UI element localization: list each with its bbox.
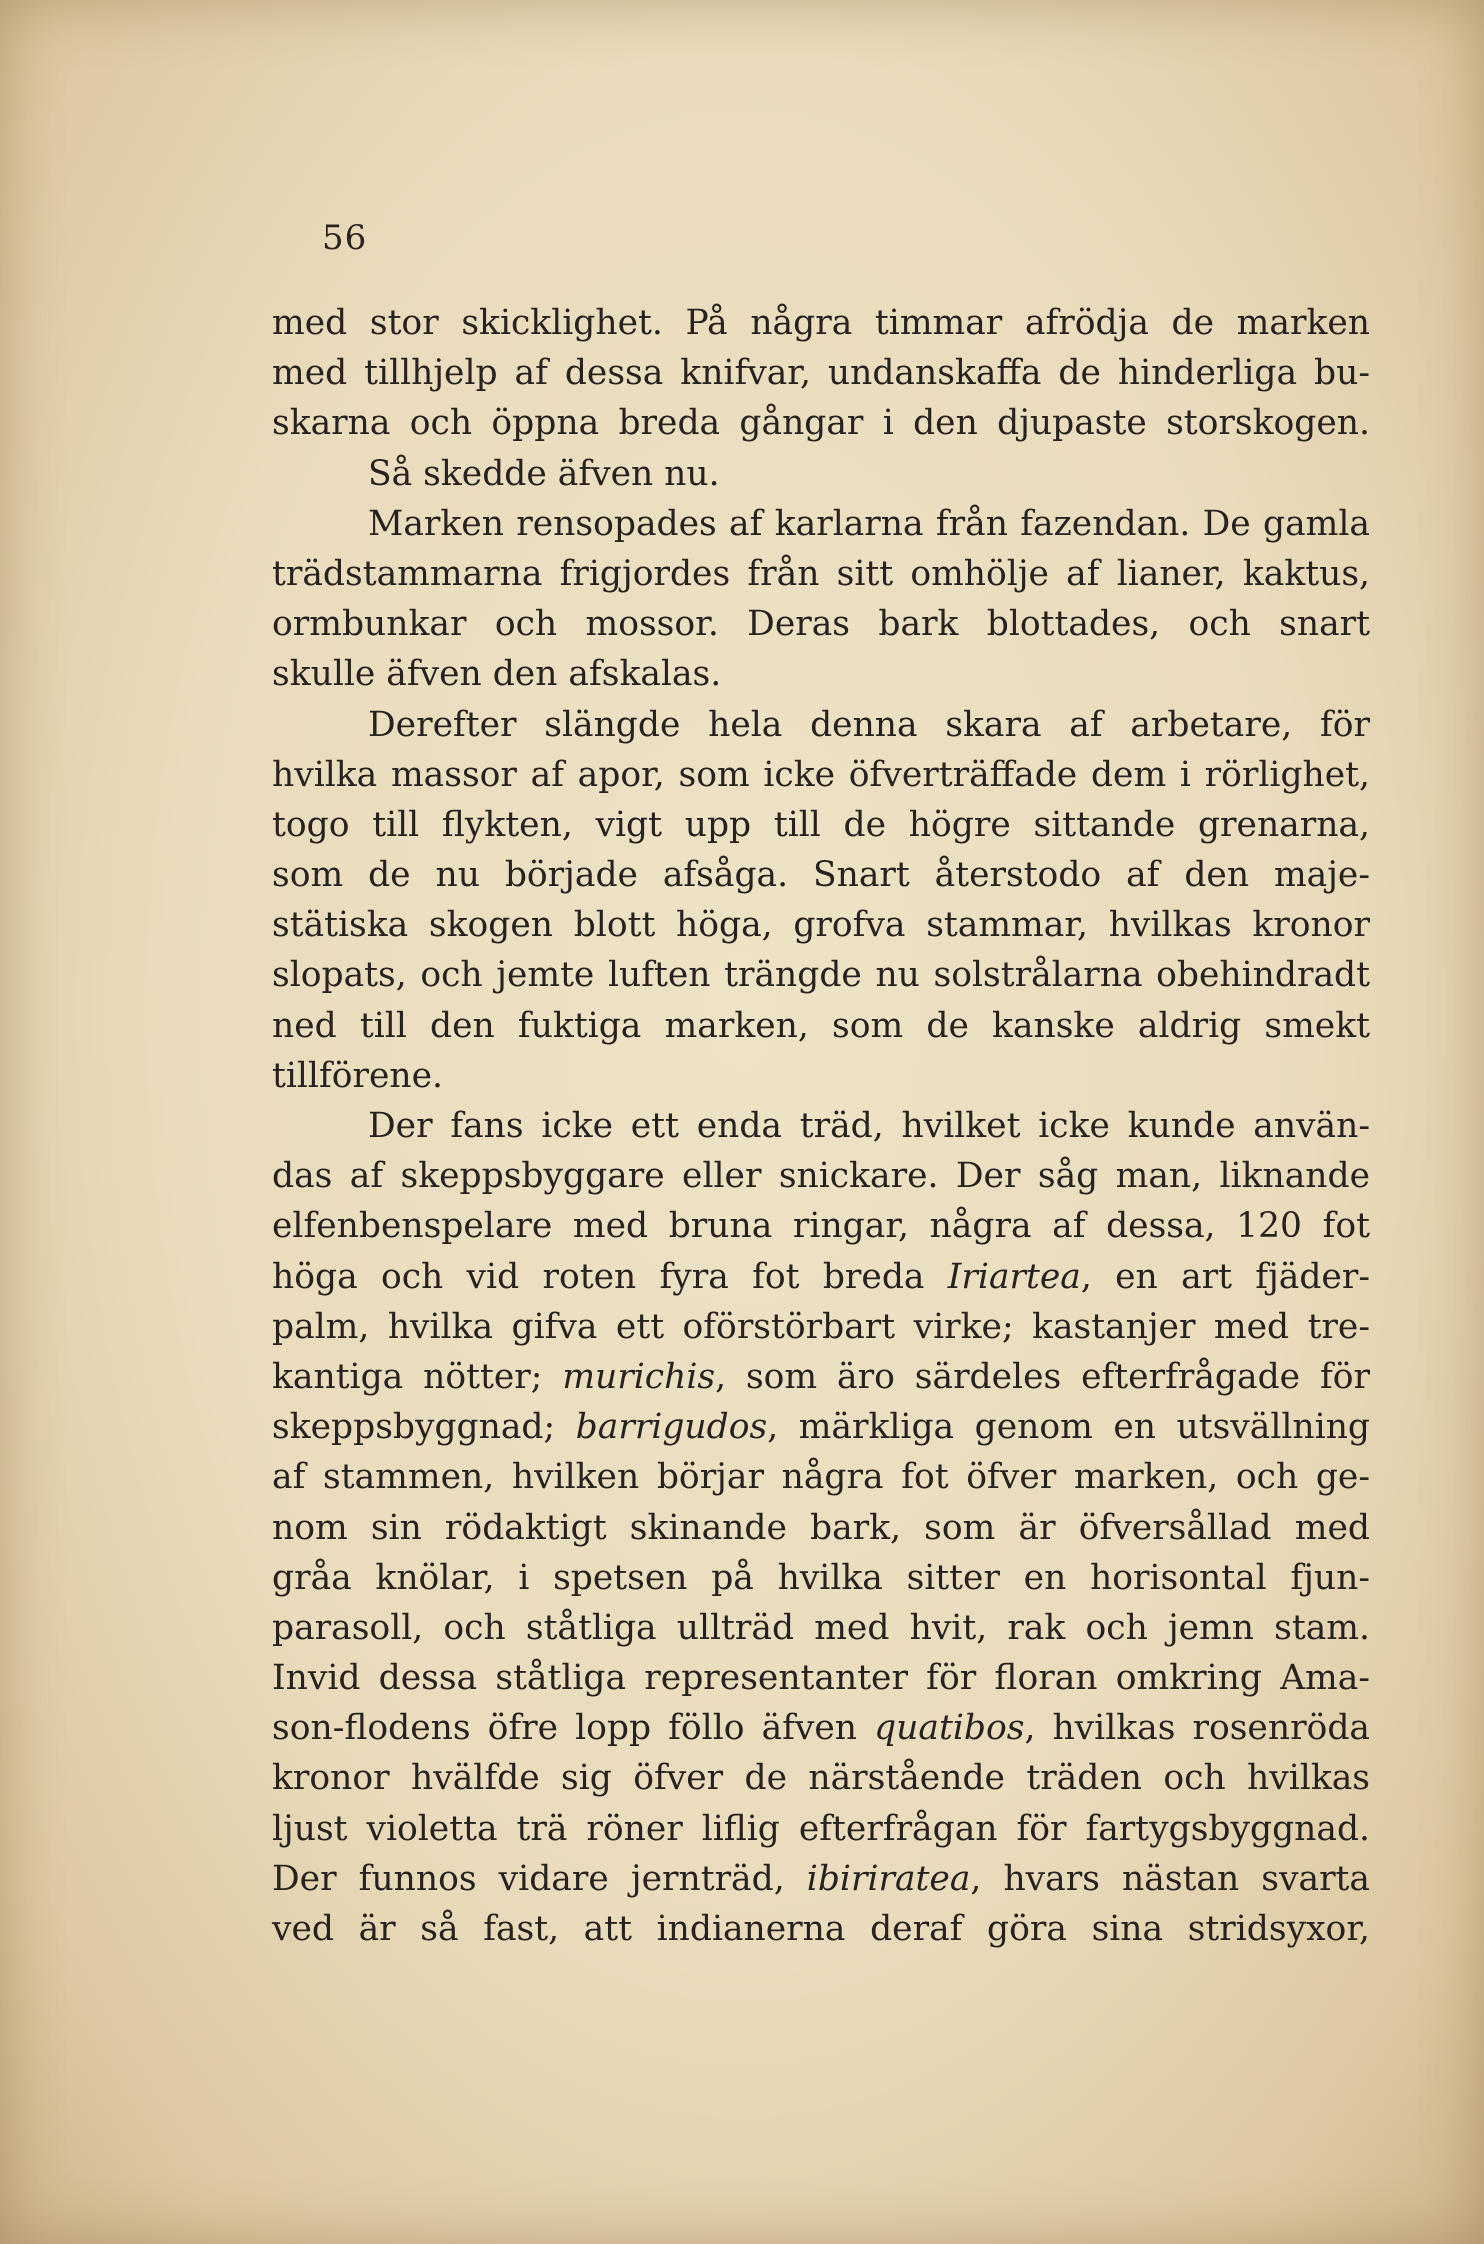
text-line [272,1252,1370,1302]
text-segment: , en art fjäder- [1080,1256,1370,1297]
text-line: kronor hvälfde sig öfver de närstående träden och hvilkas [272,1758,1370,1799]
text-line: skarna och öppna breda gångar i den djupaste storskogen. [272,403,1370,444]
text-line: elfenbenspelare med bruna ringar, några af dessa, 120 fot [272,1206,1370,1247]
text-line: tillförene. [272,1055,444,1096]
text-line: Der fans icke ett enda träd, hvilket icke kunde använ- [368,1106,1370,1146]
text-line: Invid dessa ståtliga representanter för floran omkring Ama- [272,1658,1370,1699]
text-line: Derefter slängde hela denna skara af arbetare, för [368,704,1370,745]
text-line: Så skedde äfven nu. [368,453,720,494]
text-line [272,1854,1370,1904]
text-line: stätiska skogen blott höga, grofva stammar, hvilkas kronor [272,905,1370,946]
text-line [272,1402,1370,1452]
text-line: skulle äfven den afskalas. [272,654,722,695]
text-line [272,1352,1370,1402]
italic-term: barrigudos [575,1407,768,1448]
text-segment: , som äro särdeles efterfrågade för [715,1356,1371,1397]
text-line: nom sin rödaktigt skinande bark, som är öfversållad med [272,1507,1370,1548]
body-text [272,298,1370,1954]
italic-term: ibiriratea [806,1858,971,1899]
text-line: med stor skicklighet. På några timmar afrödja de marken [272,303,1370,343]
text-line: trädstammarna frigjordes från sitt omhölje af lianer, kaktus, [272,553,1370,594]
text-line: ned till den fuktiga marken, som de kanske aldrig smekt [272,1005,1370,1046]
italic-term: murichis [562,1356,716,1397]
text-segment: kantiga nötter; [272,1356,563,1397]
text-line: ljust violetta trä röner liflig efterfrågan för fartygsbyggnad. [272,1808,1370,1849]
text-segment: , hvars nästan svarta [970,1858,1370,1899]
text-line: med tillhjelp af dessa knifvar, undanskaffa de hinderliga bu- [272,353,1370,394]
text-line: slopats, och jemte luften trängde nu solstrålarna obehindradt [272,955,1370,996]
text-line [272,1703,1370,1753]
text-segment: , märkliga genom en utsvällning [767,1407,1370,1448]
text-line: af stammen, hvilken börjar några fot öfver marken, och ge- [272,1457,1370,1498]
text-line: parasoll, och ståtliga ullträd med hvit, rak och jemn stam. [272,1607,1370,1648]
text-line: som de nu började afsåga. Snart återstodo af den maje- [272,855,1370,896]
page-number: 56 [322,218,368,258]
text-line: hvilka massor af apor, som icke öfverträffade dem i rörlighet, [272,754,1370,795]
text-line: togo till flykten, vigt upp till de högre sittande grenarna, [272,804,1370,845]
text-line: ved är så fast, att indianerna deraf göra sina stridsyxor, [272,1909,1370,1949]
text-segment: skeppsbyggnad; [272,1407,576,1448]
text-segment: höga och vid roten fyra fot breda [272,1256,948,1297]
italic-term: quatibos [874,1708,1025,1749]
text-line: gråa knölar, i spetsen på hvilka sitter en horisontal fjun- [272,1557,1370,1598]
text-segment: son-flodens öfre lopp föllo äfven [272,1708,875,1749]
text-segment: Der funnos vidare jernträd, [272,1858,807,1899]
text-line: Marken rensopades af karlarna från fazendan. De gamla [368,503,1370,544]
text-line: das af skeppsbyggare eller snickare. Der såg man, liknande [272,1156,1370,1197]
italic-term: Iriartea [947,1256,1081,1297]
text-line: palm, hvilka gifva ett oförstörbart virke; kastanjer med tre- [272,1306,1370,1347]
text-line: ormbunkar och mossor. Deras bark blottades, och snart [272,604,1370,645]
text-segment: , hvilkas rosenröda [1024,1708,1370,1749]
